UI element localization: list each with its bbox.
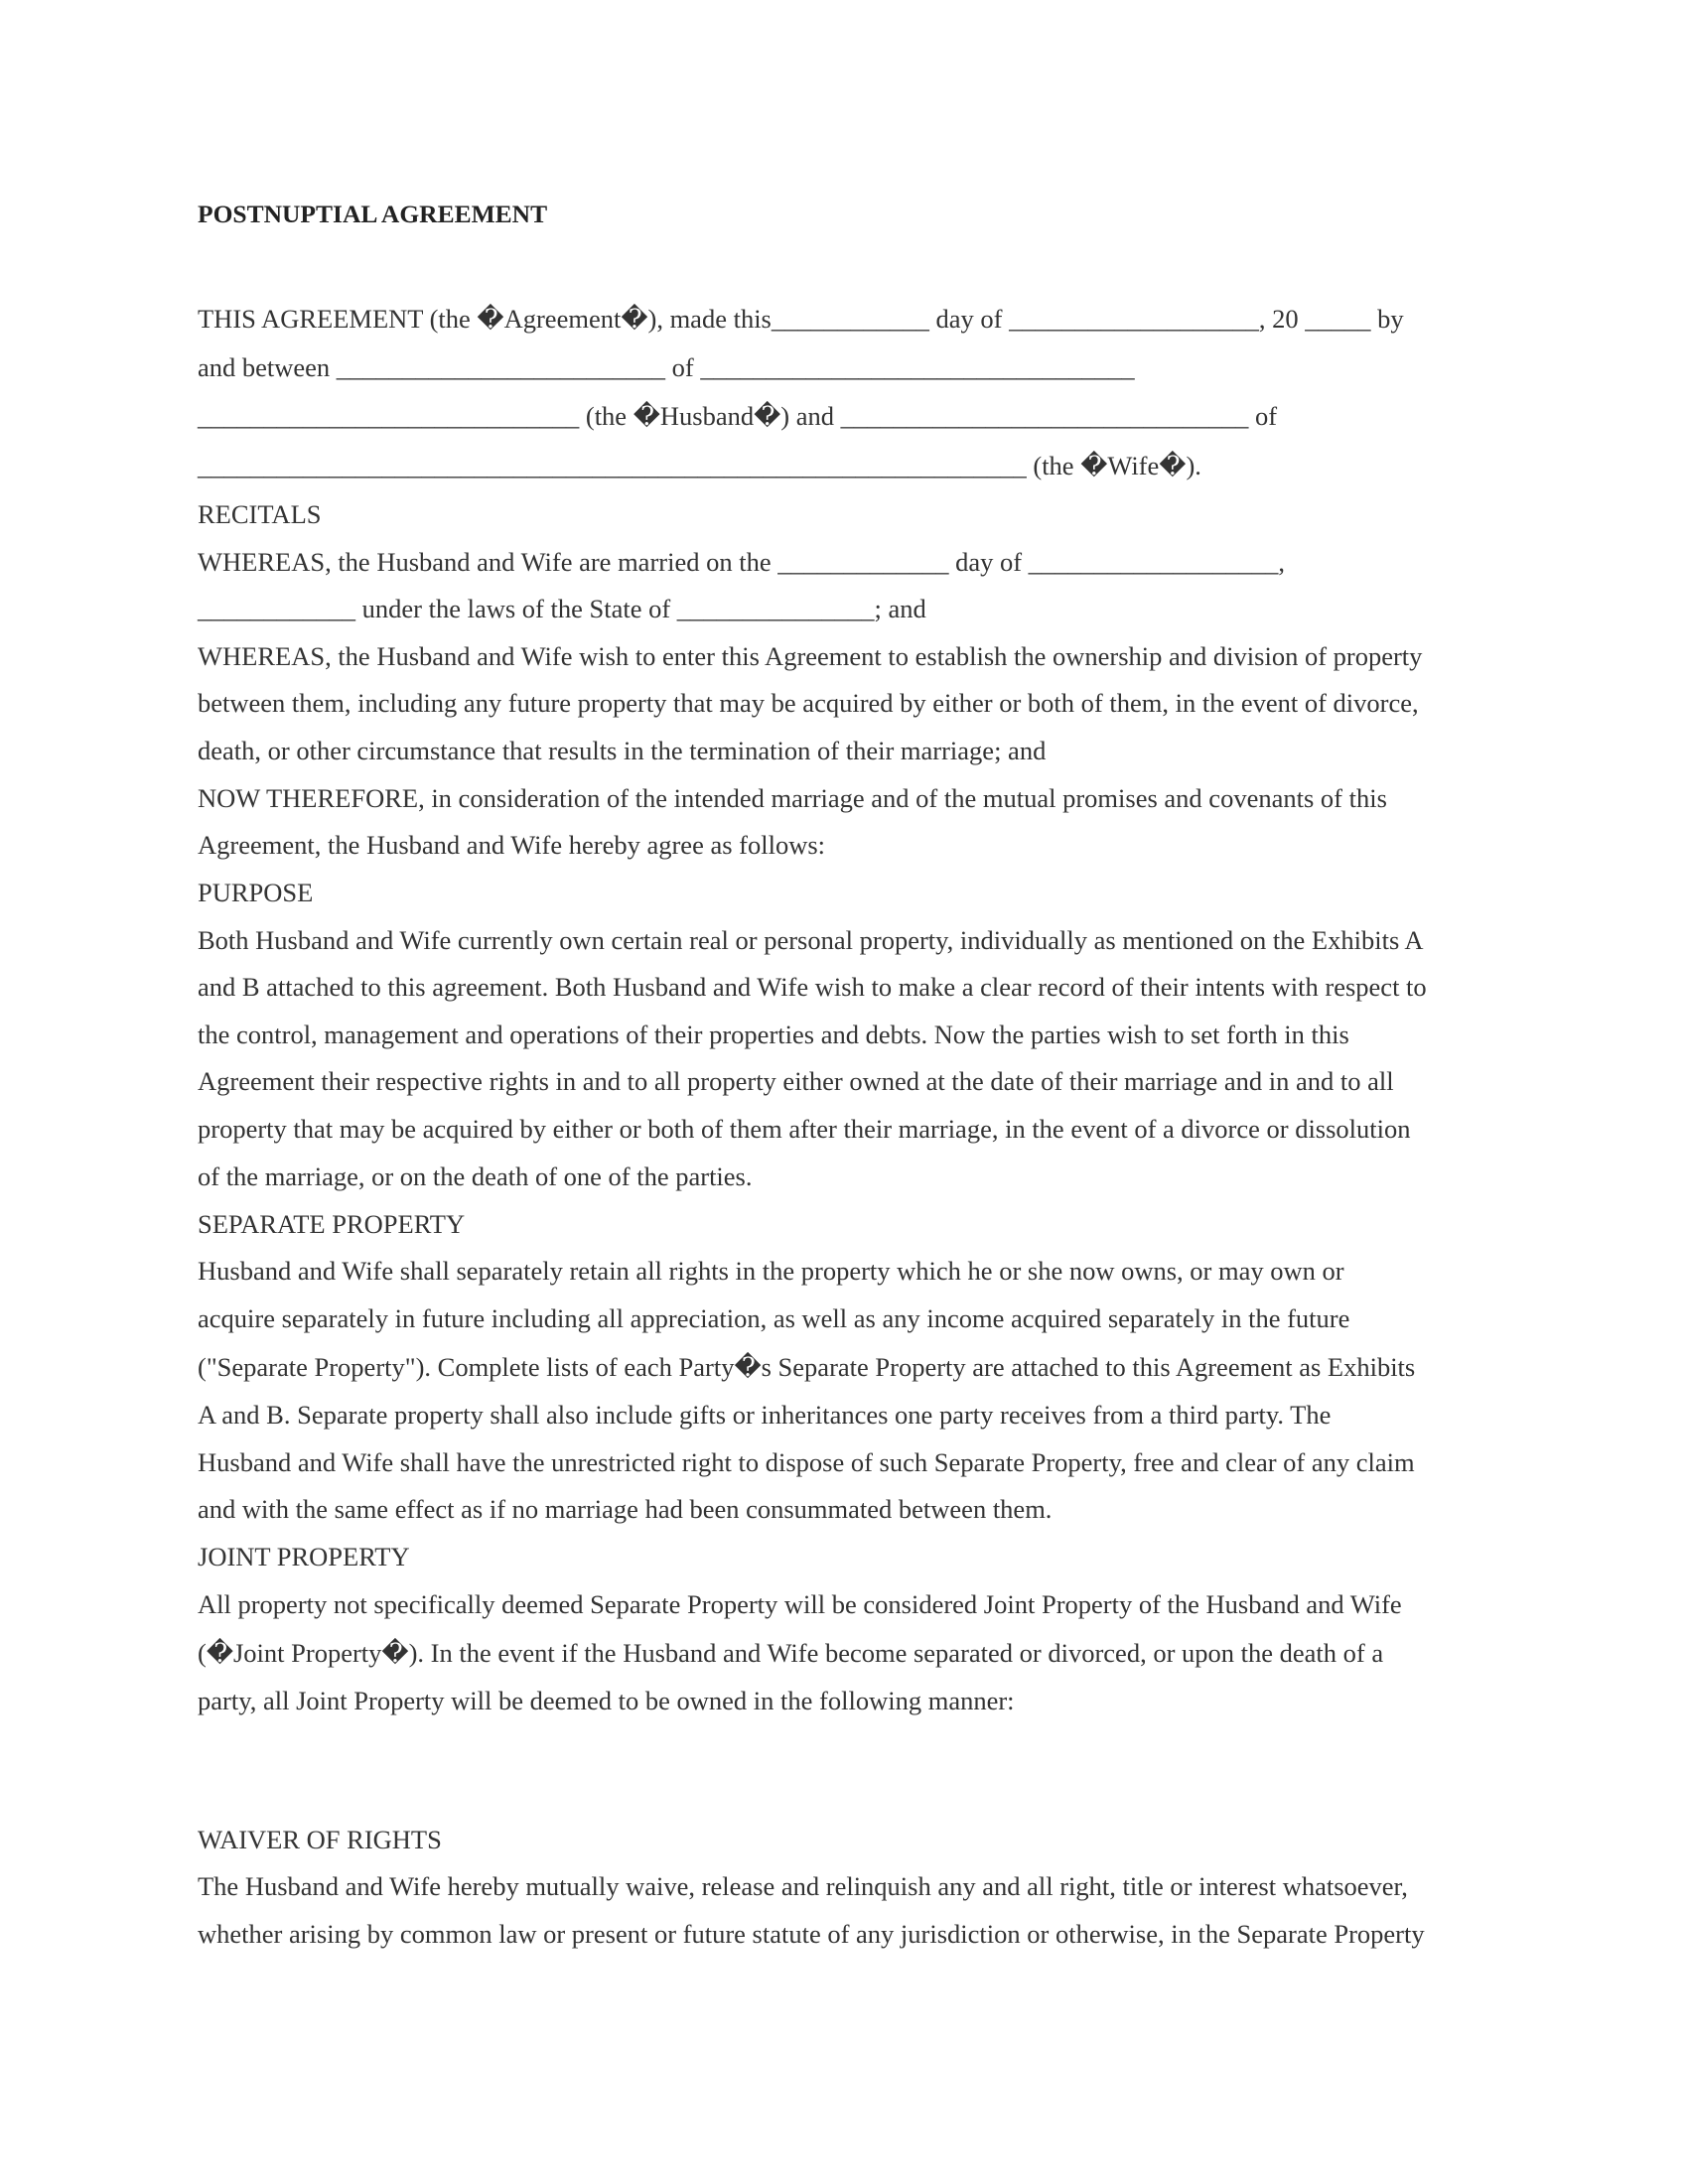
separate-property-line: A and B. Separate property shall also include gifts or inheritances one party receives from a third party. The: [198, 1400, 1332, 1430]
purpose-line: Agreement their respective rights in and to all property either owned at the date of their marriage and in and to all: [198, 1066, 1394, 1096]
intro-line-4: _______________________________________________________________ (the �Wife�).: [198, 451, 1201, 480]
joint-property-line: All property not specifically deemed Separate Property will be considered Joint Property of the Husband and Wife: [198, 1589, 1402, 1619]
joint-property-line: party, all Joint Property will be deemed to be owned in the following manner:: [198, 1686, 1015, 1715]
separate-property-line: ("Separate Property"). Complete lists of each Party�s Separate Property are attached to this Agreement as Exhibits: [198, 1352, 1416, 1382]
separate-property-heading: SEPARATE PROPERTY: [198, 1209, 466, 1239]
recitals-line: NOW THEREFORE, in consideration of the intended marriage and of the mutual promises and covenants of this: [198, 783, 1387, 813]
purpose-line: and B attached to this agreement. Both Husband and Wife wish to make a clear record of their intents with respect to: [198, 972, 1427, 1002]
recitals-line: death, or other circumstance that results in the termination of their marriage; and: [198, 736, 1047, 765]
intro-line-3: _____________________________ (the �Husband�) and _______________________________ of: [198, 401, 1278, 431]
recitals-line: Agreement, the Husband and Wife hereby agree as follows:: [198, 830, 826, 860]
separate-property-line: acquire separately in future including all appreciation, as well as any income acquired separately in the future: [198, 1303, 1350, 1333]
document-title: POSTNUPTIAL AGREEMENT: [198, 200, 548, 228]
recitals-line: WHEREAS, the Husband and Wife are married on the _____________ day of ___________________,: [198, 547, 1286, 577]
separate-property-line: Husband and Wife shall have the unrestricted right to dispose of such Separate Property, free and clear of any claim: [198, 1447, 1415, 1477]
separate-property-line: and with the same effect as if no marriage had been consummated between them.: [198, 1494, 1053, 1524]
recitals-line: ____________ under the laws of the State of _______________; and: [198, 594, 926, 623]
intro-line-2: and between _________________________ of _________________________________: [198, 352, 1135, 382]
waiver-heading: WAIVER OF RIGHTS: [198, 1825, 442, 1854]
separate-property-line: Husband and Wife shall separately retain all rights in the property which he or she now owns, or may own or: [198, 1256, 1344, 1286]
recitals-line: between them, including any future property that may be acquired by either or both of them, in the event of divorce,: [198, 688, 1419, 718]
joint-property-line: (�Joint Property�). In the event if the Husband and Wife become separated or divorced, or upon the death of a: [198, 1638, 1384, 1668]
purpose-line: of the marriage, or on the death of one of the parties.: [198, 1161, 753, 1191]
purpose-line: property that may be acquired by either or both of them after their marriage, in the event of a divorce or dissolution: [198, 1114, 1411, 1144]
purpose-line: Both Husband and Wife currently own certain real or personal property, individually as mentioned on the Exhibits A: [198, 925, 1424, 955]
joint-property-heading: JOINT PROPERTY: [198, 1542, 410, 1571]
waiver-line: whether arising by common law or present or future statute of any jurisdiction or otherwise, in the Separate Property: [198, 1919, 1425, 1949]
recitals-heading: RECITALS: [198, 499, 322, 529]
recitals-line: WHEREAS, the Husband and Wife wish to enter this Agreement to establish the ownership and division of property: [198, 641, 1423, 671]
purpose-heading: PURPOSE: [198, 878, 314, 907]
intro-line-1: THIS AGREEMENT (the �Agreement�), made this____________ day of ___________________, 20 _____ by: [198, 304, 1404, 334]
waiver-line: The Husband and Wife hereby mutually waive, release and relinquish any and all right, title or interest whatsoever,: [198, 1871, 1408, 1901]
purpose-line: the control, management and operations of their properties and debts. Now the parties wish to set forth in this: [198, 1020, 1349, 1049]
